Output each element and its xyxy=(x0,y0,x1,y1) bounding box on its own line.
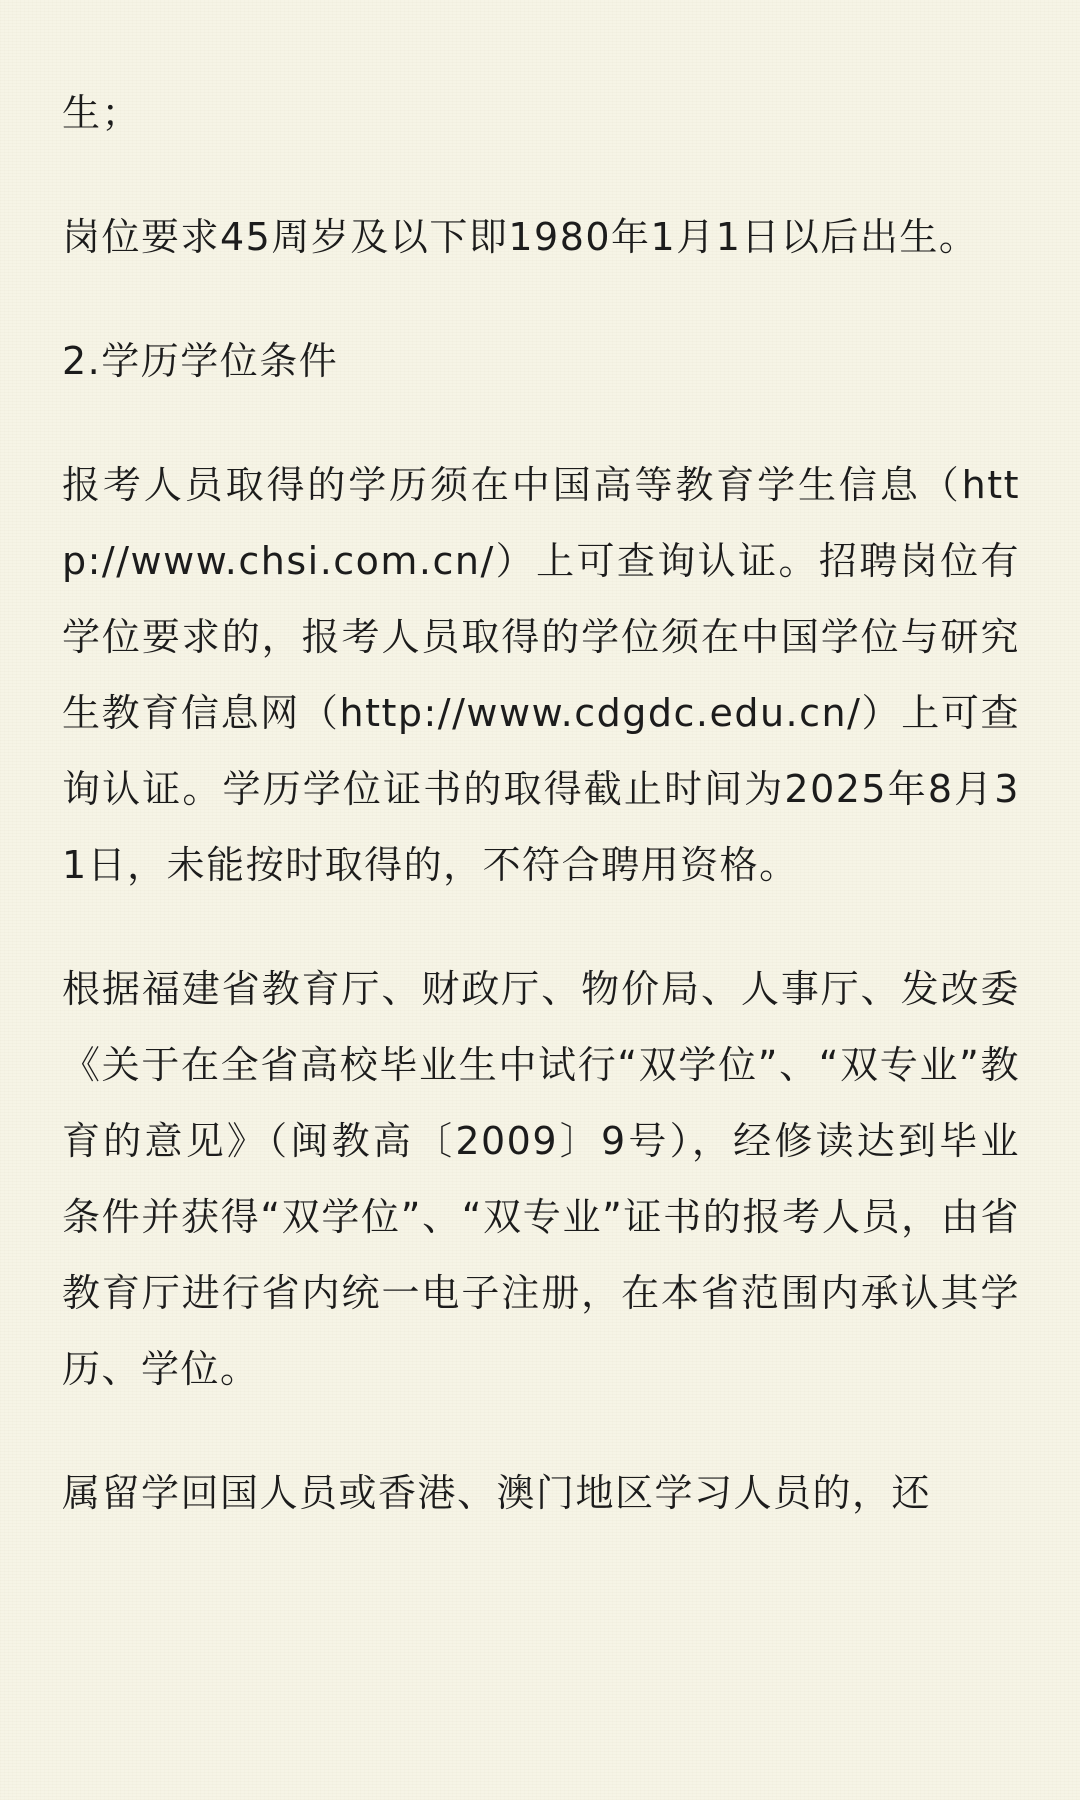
paragraph-gap xyxy=(62,399,1020,447)
section-heading-education: 2.学历学位条件 xyxy=(62,339,339,383)
paragraph-double-degree: 根据福建省教育厅、财政厅、物价局、人事厅、发改委《关于在全省高校毕业生中试行“双学位”、“双专业”教育的意见》（闽教高〔2009〕9号），经修读达到毕业条件并获得“双学位”、“双专业”证书的报考人员，由省教育厅进行省内统一电子注册，在本省范围内承认其学历、学位。 xyxy=(62,967,1020,1391)
paragraph-gap xyxy=(62,1407,1020,1455)
paragraph-gap xyxy=(62,275,1020,323)
paragraph-gap xyxy=(62,151,1020,199)
paragraph-gap xyxy=(62,903,1020,951)
paragraph-degree-verification: 报考人员取得的学历须在中国高等教育学生信息（http://www.chsi.com.cn/）上可查询认证。招聘岗位有学位要求的，报考人员取得的学位须在中国学位与研究生教育信息网（http://www.cdgdc.edu.cn/）上可查询认证。学历学位证书的取得截止时间为2025年8月31日，未能按时取得的，不符合聘用资格。 xyxy=(62,463,1020,887)
paragraph-overseas-study: 属留学回国人员或香港、澳门地区学习人员的，还 xyxy=(62,1471,932,1515)
paragraph-continuation: 生； xyxy=(62,91,142,135)
paragraph-age-requirement: 岗位要求45周岁及以下即1980年1月1日以后出生。 xyxy=(62,215,979,259)
